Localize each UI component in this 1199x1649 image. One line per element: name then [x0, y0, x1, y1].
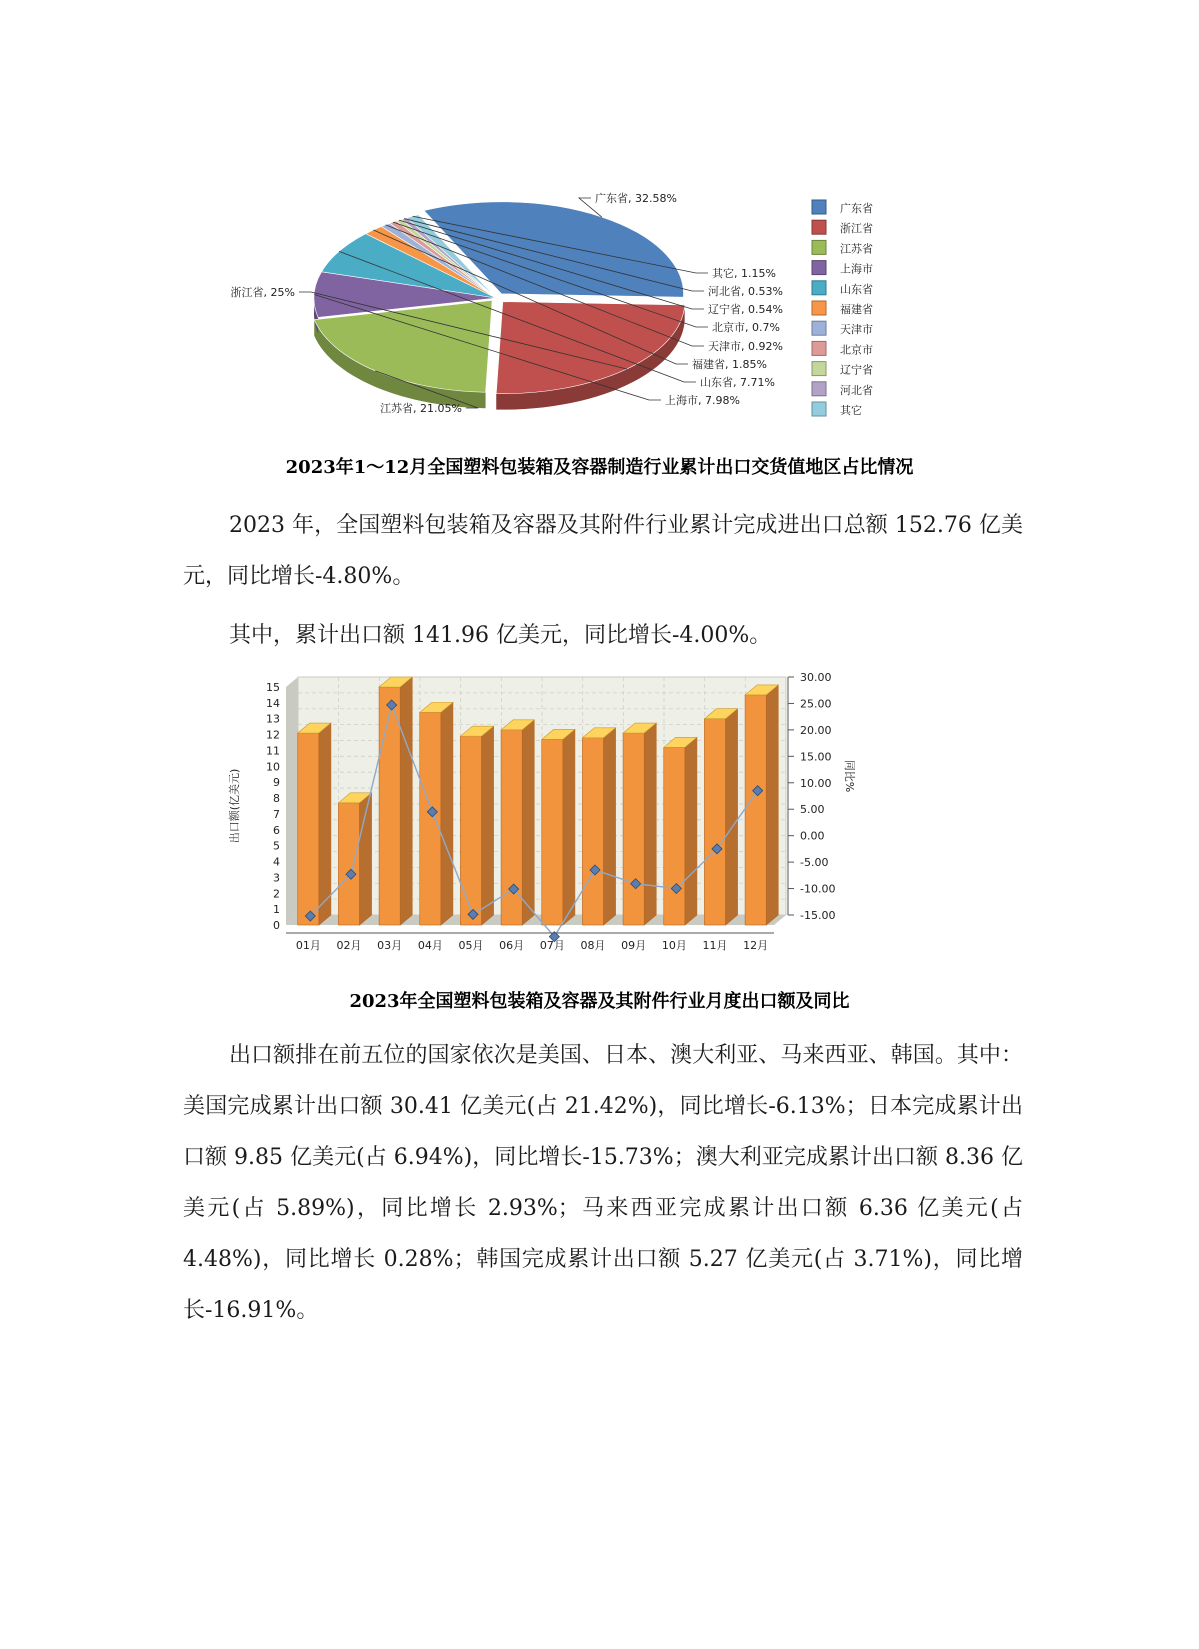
chart-side-wall	[286, 677, 298, 925]
y-tick-label: 5	[273, 839, 280, 853]
x-tick-label: 11月	[702, 939, 728, 952]
legend-swatch-福建省	[812, 301, 826, 315]
pie-label-其它: 其它, 1.15%	[712, 267, 776, 280]
pie-label-天津市: 天津市, 0.92%	[708, 340, 783, 353]
pie-chart	[200, 180, 920, 430]
y-tick-label: 3	[273, 871, 280, 885]
paragraph-3: 出口额排在前五位的国家依次是美国、日本、澳大利亚、马来西亚、韩国。其中：美国完成累计出口额 30.41 亿美元(占 21.42%)，同比增长-6.13%；日本完成累计出口额 9.85 亿美元(占 6.94%)，同比增长-15.73%；澳大利亚完成累计出口额 8.36 亿美元(占 5.89%)，同比增长 2.93%；马来西亚完成累计出口额 6.36 亿美元(占 4.48%)，同比增长 0.28%；韩国完成累计出口额 5.27 亿美元(占 3.71%)，同比增长-16.91%。	[183, 1043, 1023, 1323]
y2-tick-label: 10.00	[800, 776, 832, 790]
y-tick-label: 4	[273, 855, 280, 869]
pie-label-广东省: 广东省, 32.58%	[595, 192, 677, 205]
legend-label-浙江省: 浙江省	[840, 222, 873, 236]
y2-tick-label: 0.00	[800, 829, 825, 843]
y-tick-label: 7	[273, 807, 280, 821]
y2-tick-label: -5.00	[800, 856, 829, 870]
y2-tick-label: 5.00	[800, 803, 825, 817]
legend-label-北京市: 北京市	[840, 343, 873, 357]
y-tick-label: 1	[273, 903, 280, 917]
y-tick-label: 11	[266, 744, 280, 758]
legend-swatch-其它	[812, 402, 826, 416]
y-tick-label: 10	[266, 760, 280, 774]
y2-tick-label: 30.00	[800, 671, 832, 684]
pie-label-河北省: 河北省, 0.53%	[708, 285, 783, 298]
pie-label-上海市: 上海市, 7.98%	[665, 394, 740, 407]
bar-09月	[623, 723, 656, 925]
x-tick-label: 05月	[458, 939, 484, 952]
bar-07月	[542, 729, 575, 925]
legend-label-江苏省: 江苏省	[840, 242, 873, 256]
legend-label-山东省: 山东省	[840, 282, 873, 296]
y2-tick-label: -10.00	[800, 882, 836, 896]
y-tick-label: 13	[266, 712, 280, 726]
pie-caption: 2023年1～12月全国塑料包装箱及容器制造行业累计出口交货值地区占比情况	[285, 457, 914, 478]
legend-swatch-山东省	[812, 281, 826, 295]
pie-slice-浙江省	[496, 302, 684, 394]
legend-label-天津市: 天津市	[840, 323, 873, 337]
y2-tick-label: 15.00	[800, 750, 832, 764]
y-tick-label: 8	[273, 792, 280, 806]
legend-label-福建省: 福建省	[840, 303, 873, 316]
y-tick-label: 9	[273, 776, 280, 790]
x-tick-label: 09月	[621, 939, 647, 952]
legend-swatch-辽宁省	[812, 362, 826, 376]
legend-swatch-浙江省	[812, 220, 826, 234]
y2-axis-label: 同比%	[843, 759, 856, 793]
paragraph-2: 其中，累计出口额 141.96 亿美元，同比增长-4.00%。	[229, 623, 772, 648]
pie-label-北京市: 北京市, 0.7%	[712, 321, 780, 334]
legend-swatch-天津市	[812, 321, 826, 335]
y-tick-label: 12	[266, 728, 280, 742]
x-tick-label: 02月	[336, 939, 362, 952]
bar-01月	[298, 723, 331, 925]
legend-label-辽宁省: 辽宁省	[840, 363, 873, 377]
legend-label-河北省: 河北省	[840, 383, 873, 397]
bar-08月	[582, 728, 615, 925]
x-tick-label: 08月	[580, 939, 606, 952]
x-tick-label: 10月	[661, 939, 687, 952]
bar-12月	[745, 685, 778, 925]
y2-tick-label: -15.00	[800, 909, 836, 922]
pie-label-江苏省: 江苏省, 21.05%	[380, 402, 462, 415]
legend-swatch-上海市	[812, 261, 826, 275]
x-tick-label: 12月	[743, 939, 769, 952]
bar-11月	[704, 709, 737, 925]
legend-swatch-北京市	[812, 341, 826, 355]
x-tick-label: 01月	[295, 939, 321, 952]
legend-label-其它: 其它	[840, 404, 862, 417]
x-tick-label: 06月	[499, 939, 525, 952]
pie-label-福建省: 福建省, 1.85%	[692, 358, 767, 371]
bar-caption: 2023年全国塑料包装箱及容器及其附件行业月度出口额及同比	[349, 991, 850, 1012]
y-axis-label: 出口额(亿美元)	[228, 768, 241, 844]
bar-10月	[664, 737, 697, 925]
pie-label-浙江省: 浙江省, 25%	[230, 286, 295, 299]
pie-label-辽宁省: 辽宁省, 0.54%	[708, 303, 783, 316]
y-tick-label: 14	[266, 696, 280, 710]
y2-tick-label: 25.00	[800, 697, 832, 711]
bar-04月	[420, 702, 453, 925]
legend-swatch-江苏省	[812, 240, 826, 254]
y2-tick-label: 20.00	[800, 723, 832, 737]
y-tick-label: 15	[266, 681, 280, 694]
legend-swatch-河北省	[812, 382, 826, 396]
x-tick-label: 07月	[539, 939, 565, 952]
legend-label-上海市: 上海市	[840, 262, 873, 276]
y-tick-label: 0	[273, 919, 280, 932]
legend-label-广东省: 广东省	[840, 202, 873, 215]
x-tick-label: 04月	[417, 939, 443, 952]
y-tick-label: 2	[273, 887, 280, 901]
bar-line-chart	[220, 665, 880, 965]
legend-swatch-广东省	[812, 200, 826, 214]
y-tick-label: 6	[273, 823, 280, 837]
x-tick-label: 03月	[377, 939, 403, 952]
paragraph-1: 2023 年，全国塑料包装箱及容器及其附件行业累计完成进出口总额 152.76 亿美元，同比增长-4.80%。	[183, 513, 1023, 589]
pie-label-山东省: 山东省, 7.71%	[700, 376, 775, 389]
